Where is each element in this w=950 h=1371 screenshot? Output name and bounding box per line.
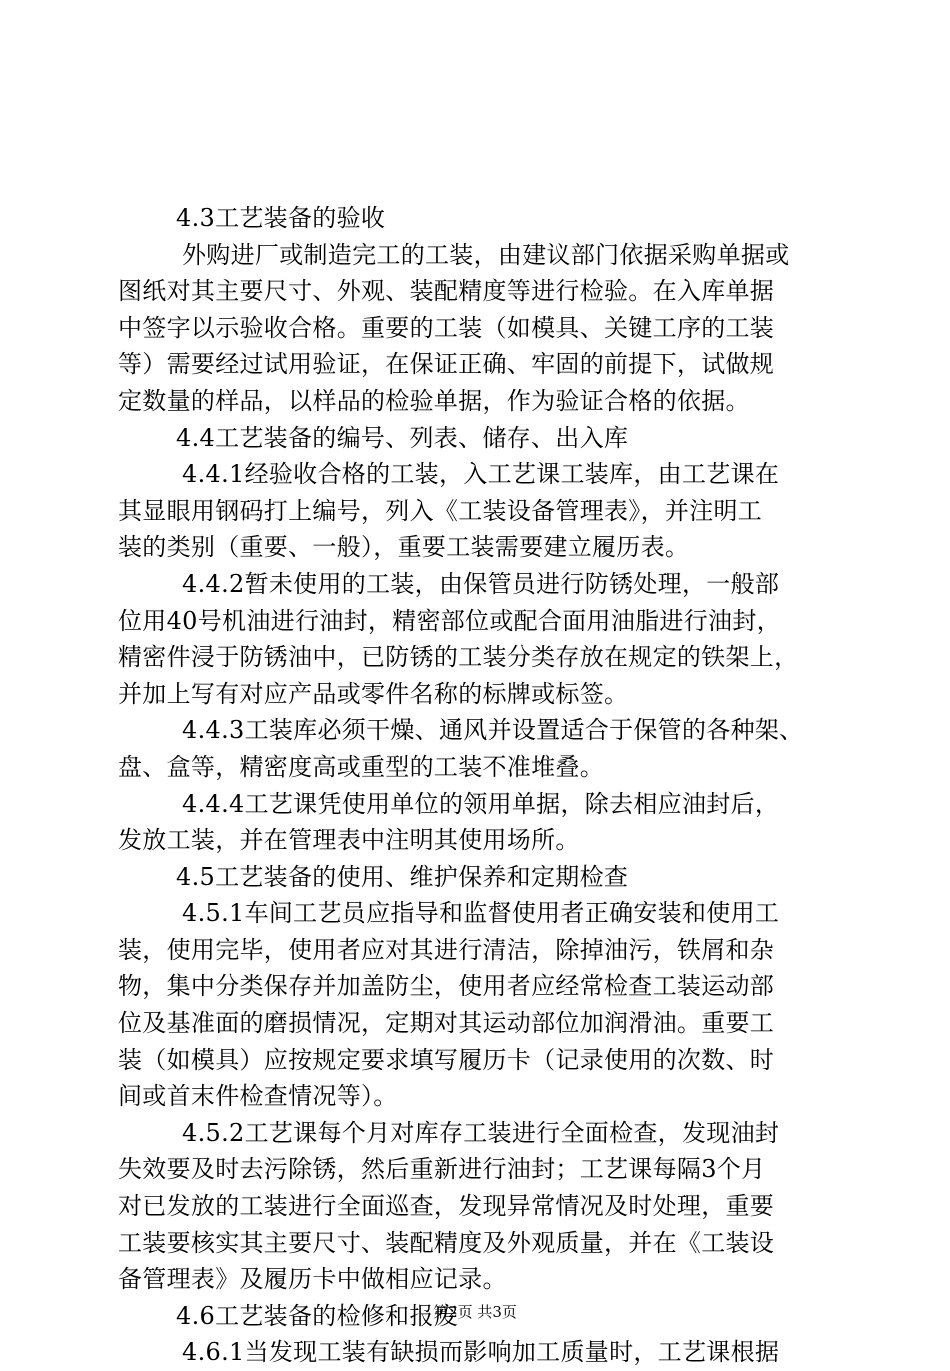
text-line: 失效要及时去污除锈，然后重新进行油封；工艺课每隔3个月 (118, 1155, 766, 1184)
text-line: 物，集中分类保存并加盖防尘，使用者应经常检查工装运动部 (118, 972, 775, 1001)
text-line: 装，使用完毕，使用者应对其进行清洁，除掉油污，铁屑和杂 (118, 935, 775, 964)
text-line: 4.4.4工艺课凭使用单位的领用单据，除去相应油封后， (182, 789, 780, 818)
text-line: 对已发放的工装进行全面巡查，发现异常情况及时处理，重要 (118, 1192, 775, 1221)
heading-4-3: 4.3工艺装备的验收 (176, 204, 386, 232)
text-line: 外购进厂或制造完工的工装，由建议部门依据采购单据或 (182, 240, 790, 269)
text-line: 定数量的样品，以样品的检验单据，作为验证合格的依据。 (118, 386, 750, 415)
text-line: 备管理表》及履历卡中做相应记录。 (118, 1265, 507, 1294)
body-text (118, 200, 838, 1371)
text-line: 位及基准面的磨损情况，定期对其运动部位加润滑油。重要工 (118, 1009, 775, 1038)
text-line: 4.5.1车间工艺员应指导和监督使用者正确安装和使用工 (182, 899, 780, 928)
text-line: 等）需要经过试用验证，在保证正确、牢固的前提下，试做规 (118, 350, 775, 379)
text-line: 图纸对其主要尺寸、外观、装配精度等进行检验。在入库单据 (118, 277, 775, 306)
text-line: 位用40号机油进行油封，精密部位或配合面用油脂进行油封， (118, 606, 781, 635)
heading-4-5: 4.5工艺装备的使用、维护保养和定期检查 (176, 862, 629, 891)
text-line: 装的类别（重要、一般），重要工装需要建立履历表。 (118, 533, 690, 562)
text-line: 中签字以示验收合格。重要的工装（如模具、关键工序的工装 (118, 313, 775, 342)
text-line: 工装要核实其主要尺寸、装配精度及外观质量，并在《工装设 (118, 1228, 775, 1257)
text-line: 装（如模具）应按规定要求填写履历卡（记录使用的次数、时 (118, 1045, 775, 1074)
text-line: 发放工装，并在管理表中注明其使用场所。 (118, 826, 580, 855)
heading-4-4: 4.4工艺装备的编号、列表、储存、出入库 (176, 423, 629, 452)
text-line: 4.6.1当发现工装有缺损而影响加工质量时，工艺课根据 (182, 1338, 780, 1367)
text-line: 精密件浸于防锈油中，已防锈的工装分类存放在规定的铁架上， (118, 643, 799, 672)
text-line: 盘、盒等，精密度高或重型的工装不准堆叠。 (118, 752, 604, 781)
heading-4-6: 4.6工艺装备的检修和报废 (176, 1301, 459, 1330)
text-line: 并加上写有对应产品或零件名称的标牌或标签。 (118, 679, 629, 708)
text-line: 4.4.1经验收合格的工装，入工艺课工装库，由工艺课在 (182, 460, 780, 489)
page-number-footer: 第2页 共3页 (433, 1303, 517, 1321)
text-line: 间或首末件检查情况等）。 (118, 1082, 398, 1111)
text-line: 4.4.2暂未使用的工装，由保管员进行防锈处理，一般部 (182, 569, 780, 598)
text-line: 其显眼用钢码打上编号，列入《工装设备管理表》，并注明工 (118, 496, 763, 525)
text-line: 4.5.2工艺课每个月对库存工装进行全面检查，发现油封 (182, 1118, 780, 1147)
text-line: 4.4.3工装库必须干燥、通风并设置适合于保管的各种架、 (182, 716, 804, 745)
